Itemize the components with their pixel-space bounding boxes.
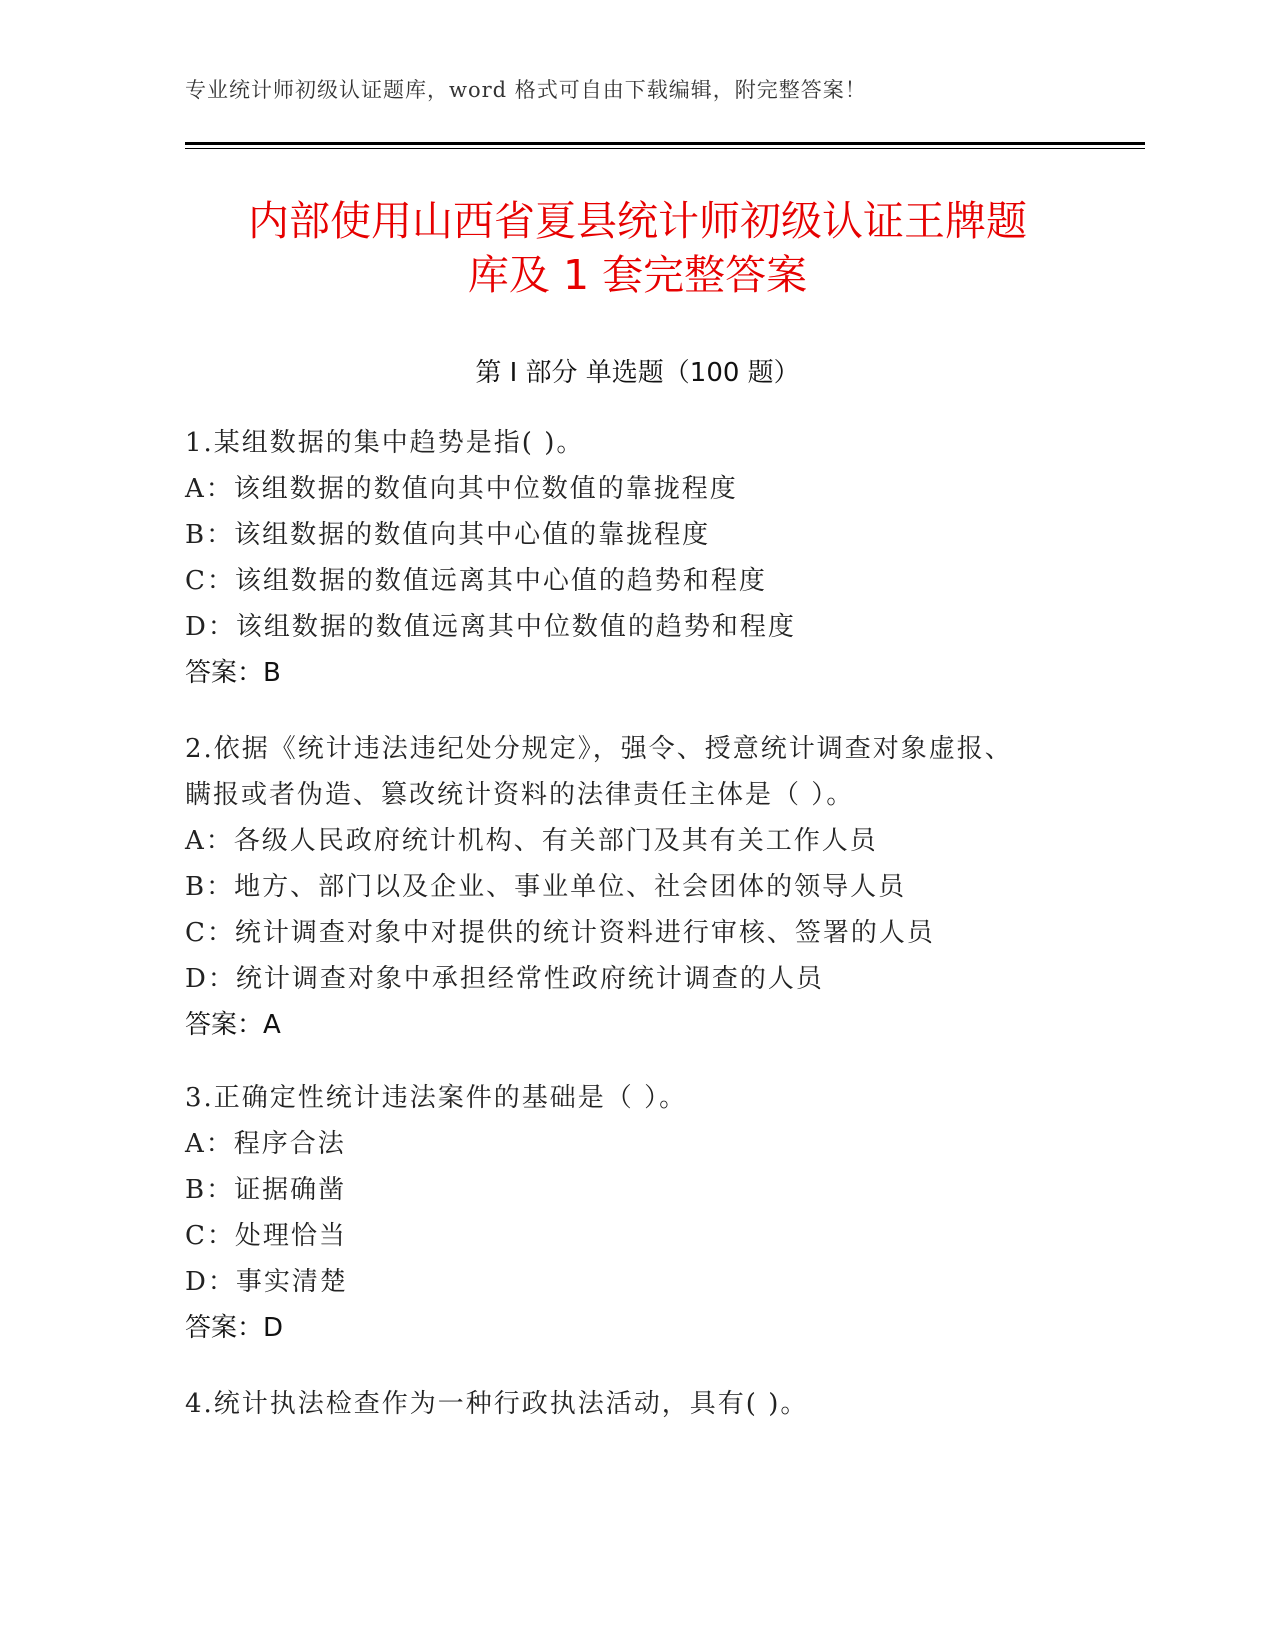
document-title-line-2: 库及 1 套完整答案 [467,251,808,299]
document-title-line-1: 内部使用山西省夏县统计师初级认证王牌题 [248,197,1027,245]
question-2 [185,726,1090,1048]
option-c: C：统计调查对象中对提供的统计资料进行审核、签署的人员 [185,918,935,948]
answer-label: 答案：B [185,658,281,688]
question-stem-line-2: 瞒报或者伪造、篡改统计资料的法律责任主体是（ ）。 [185,780,855,810]
question-stem: 3.正确定性统计违法案件的基础是（ ）。 [185,1083,688,1113]
option-b: B：地方、部门以及企业、事业单位、社会团体的领导人员 [185,872,907,902]
question-stem: 4.统计执法检查作为一种行政执法活动，具有( )。 [185,1389,809,1419]
option-a: A：该组数据的数值向其中位数值的靠拢程度 [185,474,738,504]
section-heading: 第 I 部分 单选题（100 题） [475,358,800,388]
option-c: C：该组数据的数值远离其中心值的趋势和程度 [185,566,767,596]
header-divider-thin [185,148,1145,149]
option-b: B：证据确凿 [185,1175,347,1205]
option-c: C：处理恰当 [185,1221,347,1251]
option-a: A：各级人民政府统计机构、有关部门及其有关工作人员 [185,826,878,856]
question-3 [185,1075,1090,1351]
question-stem-line-1: 2.依据《统计违法违纪处分规定》，强令、授意统计调查对象虚报、 [185,734,1013,764]
header-note: 专业统计师初级认证题库，word 格式可自由下载编辑，附完整答案！ [185,78,867,102]
document-title [185,194,1090,302]
answer-label: 答案：D [185,1313,284,1343]
option-b: B：该组数据的数值向其中心值的靠拢程度 [185,520,711,550]
question-4 [185,1381,1090,1427]
option-a: A：程序合法 [185,1129,346,1159]
question-1 [185,420,1090,696]
option-d: D：该组数据的数值远离其中位数值的趋势和程度 [185,612,796,642]
option-d: D：事实清楚 [185,1267,348,1297]
answer-label: 答案：A [185,1010,281,1040]
question-stem: 1.某组数据的集中趋势是指( )。 [185,428,585,458]
header-divider-thick [185,142,1145,145]
option-d: D：统计调查对象中承担经常性政府统计调查的人员 [185,964,824,994]
